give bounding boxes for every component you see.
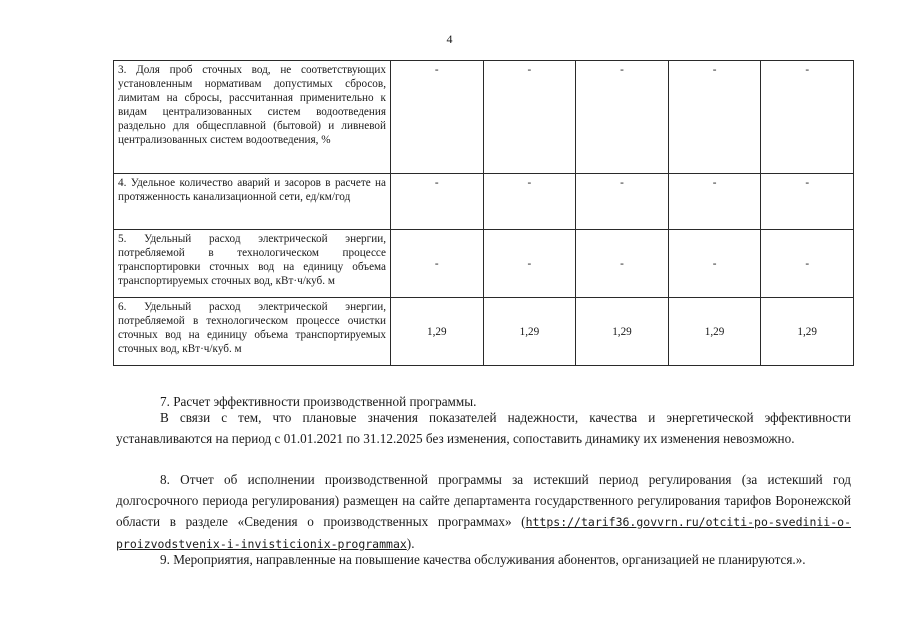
indicator-name: 3. Доля проб сточных вод, не соответствующих установленным нормативам допустимых сбросов, лимитам на сбросы, рассчитанная применительно к видам централизованных систем водоотведения раздельно для общесплавной (бытовой) и ливневой централизованных систем водоотведения, % xyxy=(114,61,391,174)
page-number: 4 xyxy=(446,32,453,46)
indicator-value: - xyxy=(391,61,484,174)
indicator-value: - xyxy=(576,61,669,174)
section-8-paragraph xyxy=(116,469,851,555)
table-row xyxy=(114,230,854,298)
indicator-value: 1,29 xyxy=(761,298,854,366)
indicator-value: - xyxy=(483,61,576,174)
indicator-value: - xyxy=(576,230,669,298)
indicator-value: - xyxy=(483,230,576,298)
section-8-tail: ). xyxy=(406,536,415,551)
report-link[interactable]: https://tarif36.govvrn.ru/otciti-po-svedinii-o-proizvodstvenix-i-invisticionix-programmax xyxy=(116,515,851,551)
section-7-title: 7. Расчет эффективности производственной программы. xyxy=(160,394,477,409)
indicator-name: 6. Удельный расход электрической энергии, потребляемой в технологическом процессе очистки сточных вод на единицу объема транспортируемых сточных вод, кВт·ч/куб. м xyxy=(114,298,391,366)
indicator-value: - xyxy=(761,174,854,230)
section-8-text: 8. Отчет об исполнении производственной программы за истекший период регулирования (за истекший год долгосрочного периода регулирования) размещен на сайте департамента государственного регулирования тарифов Воронежской области в разделе «Сведения о производственных программах» ( xyxy=(116,472,851,529)
indicator-value: 1,29 xyxy=(668,298,761,366)
table-row xyxy=(114,61,854,174)
indicator-value: - xyxy=(391,230,484,298)
section-7-body: В связи с тем, что плановые значения показателей надежности, качества и энергетической эффективности устанавливаются на период с 01.01.2021 по 31.12.2025 без изменения, сопоставить динамику их изменения невозможно. xyxy=(116,410,851,446)
indicators-table xyxy=(113,60,854,366)
indicator-value: - xyxy=(391,174,484,230)
indicator-value: 1,29 xyxy=(391,298,484,366)
indicator-value: - xyxy=(576,174,669,230)
table-row xyxy=(114,174,854,230)
indicator-value: 1,29 xyxy=(576,298,669,366)
indicator-value: - xyxy=(668,174,761,230)
indicator-name: 5. Удельный расход электрической энергии, потребляемой в технологическом процессе транспортировки сточных вод на единицу объема транспортируемых сточных вод, кВт·ч/куб. м xyxy=(114,230,391,298)
indicator-value: - xyxy=(668,230,761,298)
indicator-name: 4. Удельное количество аварий и засоров в расчете на протяженность канализационной сети, ед/км/год xyxy=(114,174,391,230)
indicator-value: - xyxy=(483,174,576,230)
indicator-value: 1,29 xyxy=(483,298,576,366)
indicator-value: - xyxy=(668,61,761,174)
section-9-paragraph: 9. Мероприятия, направленные на повышение качества обслуживания абонентов, организацией не планируются.». xyxy=(160,552,806,567)
table-row xyxy=(114,298,854,366)
indicator-value: - xyxy=(761,61,854,174)
indicator-value: - xyxy=(761,230,854,298)
